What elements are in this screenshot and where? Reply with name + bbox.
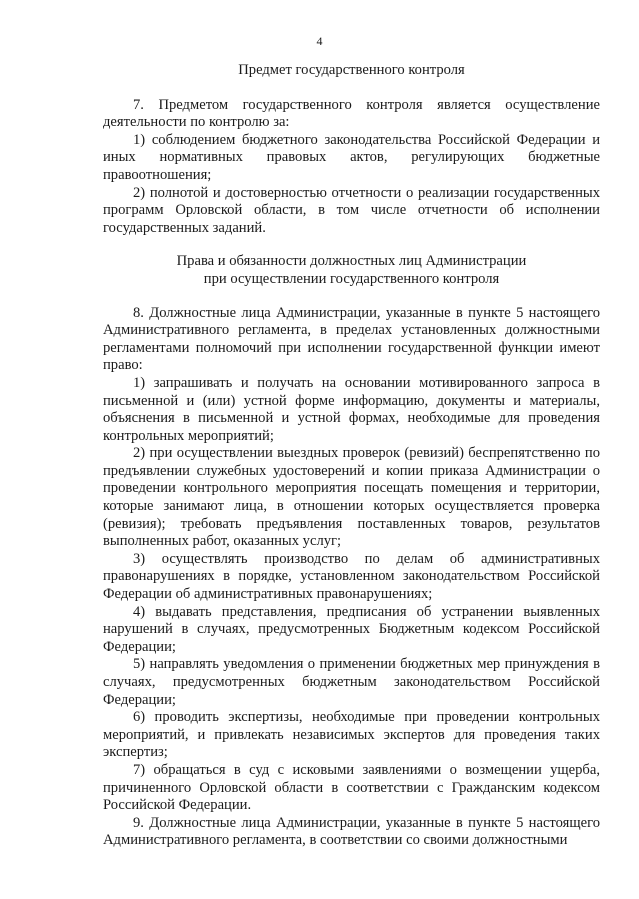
paragraph-7-item-2: 2) полнотой и достоверностью отчетности о реализации государственных программ Орловской области, в том числе отчетности об исполнении государственных заданий. (103, 184, 600, 236)
section-heading-rights-line-1: Права и обязанности должностных лиц Администрации (176, 253, 527, 270)
paragraph-8-item-7: 7) обращаться в суд с исковыми заявлениями о возмещении ущерба, причиненного Орловской области в соответствии с Гражданским кодексом Российской Федерации. (103, 761, 600, 814)
section-heading-subject: Предмет государственного контроля (238, 62, 465, 78)
paragraph-8-item-2: 2) при осуществлении выездных проверок (ревизий) беспрепятственно по предъявлении служебных удостоверений и копии приказа Администрации о проведении контрольного мероприятия посещать помещения и территории, которые занимают лица, в отношении которых осуществляется проверка (ревизия); требовать предъявления поставленных товаров, результатов выполненных работ, оказанных услуг; (103, 445, 600, 550)
page-number: 4 (316, 34, 323, 48)
paragraph-7: 7. Предметом государственного контроля является осуществление деятельности по контролю за: (103, 96, 600, 131)
paragraph-8: 8. Должностные лица Администрации, указанные в пункте 5 настоящего Административного регламента, в пределах установленных должностными регламентами полномочий при исполнении государственной функции имеют право: (103, 304, 600, 374)
paragraph-8-item-1: 1) запрашивать и получать на основании мотивированного запроса в письменной и (или) устной форме информацию, документы и материалы, объяснения в письменной и устной формах, необходимые для проведения контрольных мероприятий; (103, 374, 600, 444)
section-heading-rights-line-2: при осуществлении государственного контроля (203, 270, 500, 287)
paragraph-8-item-3: 3) осуществлять производство по делам об административных правонарушениях в порядке, установленном законодательством Российской Федерации об административных правонарушениях; (103, 550, 600, 603)
paragraph-8-item-4: 4) выдавать представления, предписания об устранении выявленных нарушений в случаях, предусмотренных Бюджетным кодексом Российской Федерации; (103, 603, 600, 655)
paragraph-9: 9. Должностные лица Администрации, указанные в пункте 5 настоящего Административного регламента, в соответствии со своими должностными (103, 814, 600, 849)
paragraph-7-item-1: 1) соблюдением бюджетного законодательства Российской Федерации и иных нормативных правовых актов, регулирующих бюджетные правоотношения; (103, 131, 600, 183)
section-heading-rights (103, 253, 600, 288)
paragraph-8-item-5: 5) направлять уведомления о применении бюджетных мер принуждения в случаях, предусмотренных бюджетным законодательством Российской Федерации; (103, 656, 600, 708)
paragraph-8-item-6: 6) проводить экспертизы, необходимые при проведении контрольных мероприятий, и привлекать независимых экспертов для проведения таких экспертиз; (103, 709, 600, 761)
document-body (103, 62, 600, 850)
